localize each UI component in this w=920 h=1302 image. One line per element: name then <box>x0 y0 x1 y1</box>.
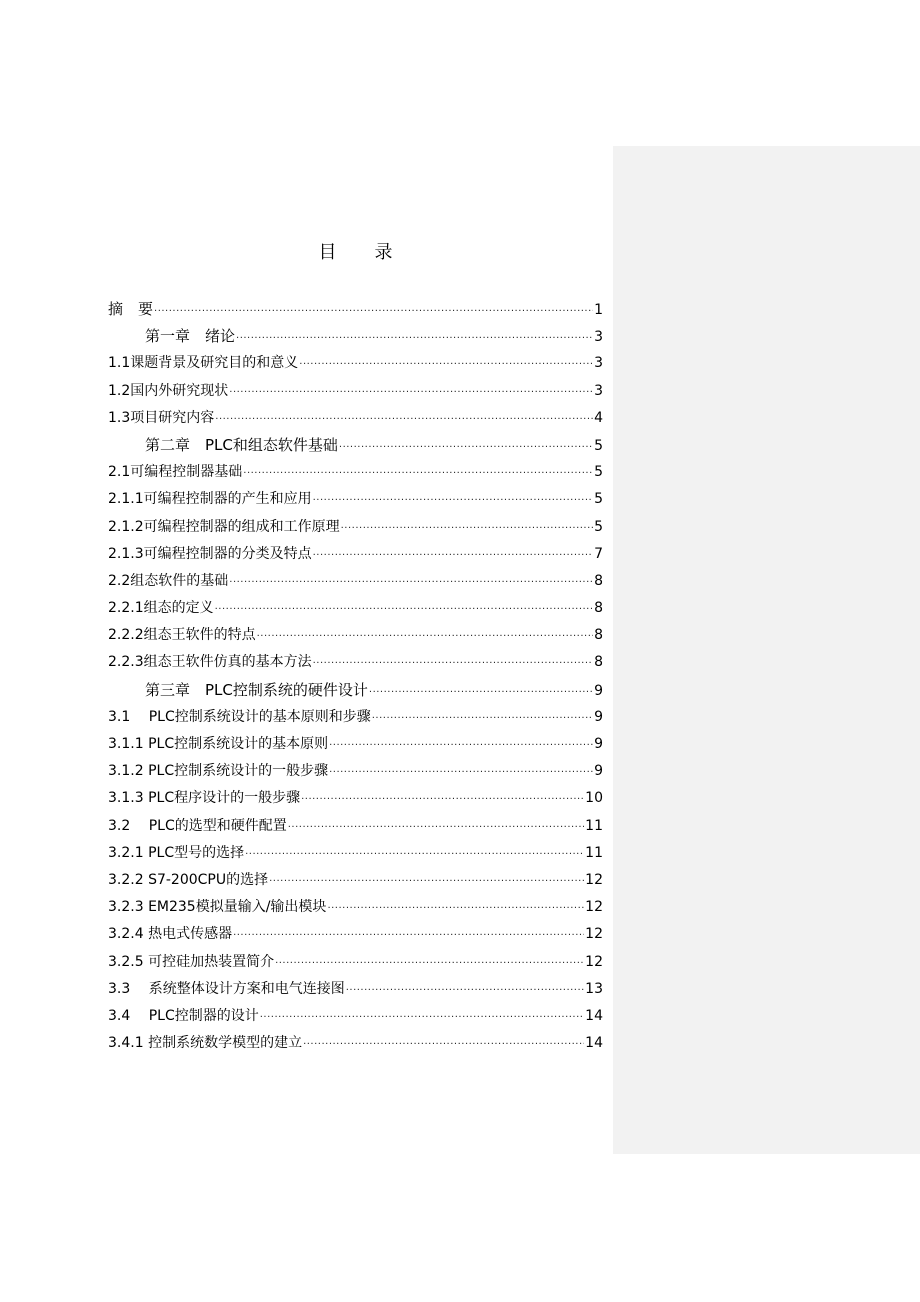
toc-entry[interactable] <box>108 867 603 894</box>
toc-entry-label: 2.1.2可编程控制器的组成和工作原理 <box>108 518 340 535</box>
toc-leader-dots <box>245 841 584 868</box>
toc-entry-label: 3.1.2 PLC控制系统设计的一般步骤 <box>108 763 329 780</box>
toc-entry-page: 9 <box>594 708 603 725</box>
toc-leader-dots <box>269 868 584 895</box>
toc-entry-label: 2.2.2组态王软件的特点 <box>108 627 256 644</box>
toc-entry-page: 14 <box>585 1035 603 1052</box>
toc-leader-dots <box>313 650 593 677</box>
toc-leader-dots <box>313 542 593 569</box>
toc-entry-page: 8 <box>594 627 603 644</box>
toc-entry-label: 1.1课题背景及研究目的和意义 <box>108 355 299 372</box>
toc-entry-label: 第二章 PLC和组态软件基础 <box>145 435 338 454</box>
toc-entry[interactable] <box>108 840 603 867</box>
toc-title-char-2: 录 <box>374 242 393 263</box>
toc-entry-page: 9 <box>594 763 603 780</box>
toc-entry-page: 8 <box>594 600 603 617</box>
toc-entry-label: 3.4.1 控制系统数学模型的建立 <box>108 1035 303 1052</box>
toc-entry-label: 2.2.3组态王软件仿真的基本方法 <box>108 654 312 671</box>
toc-entry[interactable] <box>108 677 603 704</box>
toc-entry-page: 12 <box>585 871 603 888</box>
toc-entry-page: 13 <box>585 980 603 997</box>
toc-leader-dots <box>275 950 584 977</box>
toc-entry-label: 3.2.1 PLC型号的选择 <box>108 844 245 861</box>
toc-entry-page: 4 <box>594 409 603 426</box>
toc-entry-page: 11 <box>585 844 603 861</box>
toc-leader-dots <box>229 569 593 596</box>
toc-entry[interactable] <box>108 758 603 785</box>
toc-entry-label: 3.3 系统整体设计方案和电气连接图 <box>108 980 345 997</box>
toc-entry-label: 3.2.4 热电式传感器 <box>108 926 233 943</box>
toc-entry-page: 9 <box>594 736 603 752</box>
toc-entry-page: 8 <box>594 654 603 671</box>
toc-leader-dots <box>288 814 584 841</box>
toc-entry[interactable] <box>108 622 603 649</box>
toc-leader-dots <box>327 895 584 922</box>
toc-entry[interactable] <box>108 541 603 568</box>
toc-entry-label: 3.2.5 可控硅加热装置简介 <box>108 953 275 970</box>
toc-entry-label: 3.2 PLC的选型和硬件配置 <box>108 817 287 834</box>
toc-entry[interactable] <box>108 350 603 377</box>
toc-entry-page: 12 <box>585 899 603 916</box>
toc-entry[interactable] <box>108 976 603 1003</box>
toc-entry[interactable] <box>108 514 603 541</box>
toc-leader-dots <box>229 379 593 406</box>
toc-leader-dots <box>260 1004 584 1031</box>
toc-entry-page: 3 <box>594 355 603 372</box>
toc-leader-dots <box>299 351 593 378</box>
toc-leader-dots <box>236 325 593 352</box>
toc-entry[interactable] <box>108 405 603 432</box>
toc-title <box>108 238 603 264</box>
toc-leader-dots <box>341 515 593 542</box>
toc-entry-label: 3.1.3 PLC程序设计的一般步骤 <box>108 790 301 807</box>
toc-entry-page: 10 <box>585 790 603 807</box>
toc-entry[interactable] <box>108 785 603 812</box>
toc-entry-label: 1.2国内外研究现状 <box>108 382 229 399</box>
toc-leader-dots <box>233 922 584 949</box>
toc-entry-label: 2.2.1组态的定义 <box>108 600 214 617</box>
toc-leader-dots <box>369 679 593 706</box>
toc-leader-dots <box>154 298 593 325</box>
toc-entry-label: 2.2组态软件的基础 <box>108 572 229 589</box>
toc-entry[interactable] <box>108 486 603 513</box>
toc-leader-dots <box>346 977 584 1004</box>
toc-entry-label: 3.1 PLC控制系统设计的基本原则和步骤 <box>108 708 371 725</box>
toc-entry-page: 5 <box>594 491 603 508</box>
toc-entry-label: 3.2.2 S7-200CPU的选择 <box>108 871 269 888</box>
toc-leader-dots <box>303 1031 584 1058</box>
toc-entry-page: 11 <box>585 817 603 834</box>
toc-entry-page: 1 <box>594 302 603 318</box>
toc-entry[interactable] <box>108 432 603 459</box>
toc-leader-dots <box>313 487 593 514</box>
toc-leader-dots <box>243 460 593 487</box>
toc-entry[interactable] <box>108 296 603 323</box>
toc-entry[interactable] <box>108 568 603 595</box>
toc-entry[interactable] <box>108 1030 603 1057</box>
toc-leader-dots <box>329 759 593 786</box>
toc-leader-dots <box>215 596 593 623</box>
toc-title-char-1: 目 <box>318 242 337 263</box>
toc-entry-label: 2.1.3可编程控制器的分类及特点 <box>108 545 312 562</box>
toc-entry-label: 3.1.1 PLC控制系统设计的基本原则 <box>108 736 329 752</box>
toc-entry[interactable] <box>108 649 603 676</box>
toc-entry-page: 3 <box>594 329 603 346</box>
toc-entry-label: 3.4 PLC控制器的设计 <box>108 1007 259 1024</box>
toc-entry-page: 5 <box>594 464 603 481</box>
toc-leader-dots <box>301 786 584 813</box>
toc-entry-page: 3 <box>594 382 603 399</box>
toc-entry-label: 摘 要 <box>108 300 154 318</box>
table-of-contents <box>108 296 603 1057</box>
toc-entry[interactable] <box>108 813 603 840</box>
toc-entry-label: 2.1可编程控制器基础 <box>108 464 243 481</box>
toc-entry[interactable] <box>108 894 603 921</box>
toc-leader-dots <box>215 406 593 433</box>
toc-entry-page: 12 <box>585 926 603 943</box>
toc-entry[interactable] <box>108 459 603 486</box>
toc-entry-page: 9 <box>594 682 603 699</box>
toc-entry-page: 5 <box>594 437 603 454</box>
toc-entry-page: 8 <box>594 572 603 589</box>
toc-entry-label: 2.1.1可编程控制器的产生和应用 <box>108 491 312 508</box>
toc-entry-page: 12 <box>585 953 603 970</box>
toc-entry[interactable] <box>108 595 603 622</box>
toc-entry-page: 14 <box>585 1007 603 1024</box>
toc-entry[interactable] <box>108 921 603 948</box>
toc-leader-dots <box>257 623 593 650</box>
toc-entry[interactable] <box>108 949 603 976</box>
toc-leader-dots <box>329 732 593 759</box>
toc-entry[interactable] <box>108 1003 603 1030</box>
comment-pane <box>613 146 920 1154</box>
toc-entry[interactable] <box>108 731 603 758</box>
toc-entry[interactable] <box>108 378 603 405</box>
toc-leader-dots <box>339 434 593 461</box>
toc-entry[interactable] <box>108 704 603 731</box>
toc-entry-label: 1.3项目研究内容 <box>108 409 215 426</box>
toc-leader-dots <box>372 705 593 732</box>
toc-entry-page: 5 <box>594 518 603 535</box>
toc-entry[interactable] <box>108 323 603 350</box>
toc-entry-label: 第三章 PLC控制系统的硬件设计 <box>145 680 368 699</box>
toc-entry-label: 第一章 绪论 <box>145 327 236 346</box>
toc-entry-label: 3.2.3 EM235模拟量输入/输出模块 <box>108 899 327 916</box>
toc-entry-page: 7 <box>594 545 603 562</box>
